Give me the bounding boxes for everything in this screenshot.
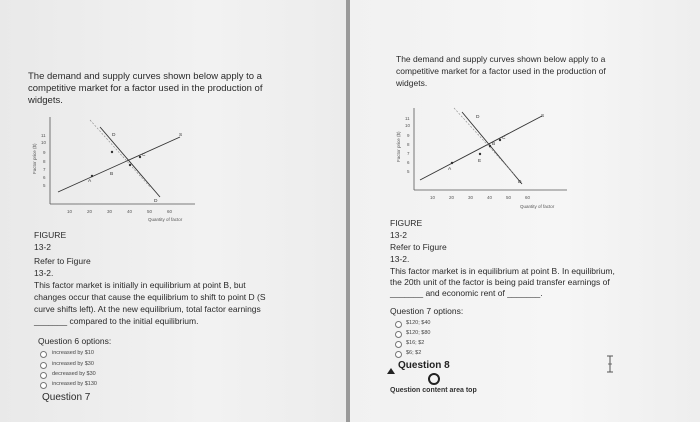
figure-label: FIGURE bbox=[390, 218, 423, 228]
y-tick: 11 bbox=[41, 133, 46, 138]
supply-curve bbox=[58, 137, 180, 192]
x-tick: 50 bbox=[506, 195, 512, 200]
content-area-label: Question content area top bbox=[390, 387, 477, 394]
radio-button[interactable] bbox=[40, 372, 47, 379]
intro-line-2: competitive market for a factor used in the production of bbox=[396, 66, 606, 76]
curve-label: S bbox=[179, 133, 183, 138]
next-question-heading: Question 7 bbox=[42, 392, 91, 403]
question-line-2: the 20th unit of the factor is being paid transfer earnings of bbox=[390, 277, 610, 287]
point-e bbox=[479, 153, 481, 155]
intro-line-1: The demand and supply curves shown below apply to a bbox=[28, 71, 262, 82]
figure-number: 13-2 bbox=[34, 242, 52, 252]
shifted-curve bbox=[90, 120, 150, 187]
point-b bbox=[129, 164, 131, 166]
curve-label: D bbox=[476, 115, 480, 120]
y-tick: 10 bbox=[405, 123, 411, 128]
supply-curve bbox=[420, 116, 542, 180]
x-axis-label: Quantity of factor bbox=[520, 204, 555, 209]
y-tick: 9 bbox=[43, 150, 46, 155]
option-label: decreased by $30 bbox=[52, 371, 96, 377]
curve-label: D bbox=[518, 180, 522, 185]
y-tick: 11 bbox=[405, 116, 410, 121]
options-title: Question 7 options: bbox=[390, 306, 464, 316]
question-line-4: _______ compared to the initial equilibrium. bbox=[34, 316, 199, 326]
figure-number: 13-2 bbox=[390, 230, 408, 240]
point-a bbox=[451, 162, 453, 164]
x-tick: 40 bbox=[487, 195, 493, 200]
radio-button[interactable] bbox=[395, 351, 402, 358]
point-label: A bbox=[448, 167, 452, 172]
radio-button[interactable] bbox=[40, 382, 47, 389]
y-axis-label: Factor price ($) bbox=[396, 131, 401, 162]
x-axis-label: Quantity of factor bbox=[148, 217, 183, 222]
factor-market-graph bbox=[392, 104, 572, 212]
option-label: increased by $130 bbox=[52, 381, 97, 387]
x-tick: 60 bbox=[167, 209, 173, 214]
point-a bbox=[91, 175, 93, 177]
radio-button[interactable] bbox=[395, 341, 402, 348]
right-photo-panel bbox=[350, 0, 700, 422]
option-label: increased by $30 bbox=[52, 361, 94, 367]
y-tick: 5 bbox=[43, 183, 46, 188]
intro-line-2: competitive market for a factor used in the production of bbox=[28, 83, 263, 94]
left-photo-panel bbox=[0, 0, 346, 422]
collapse-triangle-icon[interactable] bbox=[387, 362, 395, 380]
question-line-3: curve shifts left). At the new equilibrium, total factor earnings bbox=[34, 304, 261, 314]
x-tick: 30 bbox=[468, 195, 474, 200]
y-tick: 7 bbox=[43, 167, 46, 172]
y-tick: 6 bbox=[407, 160, 410, 165]
x-tick: 30 bbox=[107, 209, 113, 214]
curve-label: D bbox=[112, 133, 116, 138]
point-label: B bbox=[492, 142, 496, 147]
x-tick: 20 bbox=[87, 209, 93, 214]
text-cursor-icon bbox=[605, 355, 615, 378]
option-label: increased by $10 bbox=[52, 350, 94, 356]
point-b bbox=[489, 145, 491, 147]
radio-button[interactable] bbox=[395, 331, 402, 338]
options-title: Question 6 options: bbox=[38, 336, 112, 346]
y-tick: 8 bbox=[407, 142, 410, 147]
radio-button[interactable] bbox=[40, 351, 47, 358]
point-c bbox=[499, 139, 501, 141]
question-line-3: _______ and economic rent of _______. bbox=[390, 288, 543, 298]
y-tick: 8 bbox=[43, 159, 46, 164]
question-line-1: This factor market is in equilibrium at point B. In equilibrium, bbox=[390, 266, 615, 276]
y-axis-label: Factor price ($) bbox=[32, 143, 37, 174]
point-c bbox=[139, 156, 141, 158]
radio-button[interactable] bbox=[395, 321, 402, 328]
intro-line-1: The demand and supply curves shown below apply to a bbox=[396, 54, 606, 64]
x-tick: 10 bbox=[430, 195, 436, 200]
option-label: $16; $2 bbox=[406, 340, 425, 346]
y-tick: 6 bbox=[43, 175, 46, 180]
x-tick: 60 bbox=[525, 195, 531, 200]
intro-line-3: widgets. bbox=[28, 95, 63, 106]
question-line-2: changes occur that cause the equilibrium to shift to point D (S bbox=[34, 292, 266, 302]
refer-link[interactable]: Refer to Figure bbox=[390, 242, 447, 252]
x-tick: 40 bbox=[127, 209, 133, 214]
curve-label: D bbox=[154, 199, 158, 204]
option-label: $120; $80 bbox=[406, 330, 431, 336]
option-label: $6; $2 bbox=[406, 350, 422, 356]
x-tick: 10 bbox=[67, 209, 73, 214]
refer-number: 13-2. bbox=[390, 254, 410, 264]
curve-label: S bbox=[541, 114, 545, 119]
figure-label: FIGURE bbox=[34, 230, 67, 240]
point-d bbox=[111, 151, 113, 153]
point-label: A bbox=[88, 179, 92, 184]
circle-icon bbox=[428, 373, 440, 385]
radio-button[interactable] bbox=[40, 362, 47, 369]
intro-line-3: widgets. bbox=[396, 78, 428, 88]
refer-number: 13-2. bbox=[34, 268, 54, 278]
point-label: B bbox=[110, 172, 114, 177]
x-tick: 20 bbox=[449, 195, 455, 200]
factor-market-graph bbox=[30, 112, 200, 224]
point-label: C bbox=[142, 153, 146, 158]
y-tick: 5 bbox=[407, 169, 410, 174]
next-question-heading[interactable]: Question 8 bbox=[398, 360, 450, 371]
option-label: $120; $40 bbox=[406, 320, 431, 326]
point-label: E bbox=[478, 159, 482, 164]
x-tick: 50 bbox=[147, 209, 153, 214]
y-tick: 10 bbox=[41, 140, 47, 145]
question-line-1: This factor market is initially in equilibrium at point B, but bbox=[34, 280, 246, 290]
y-tick: 7 bbox=[407, 151, 410, 156]
y-tick: 9 bbox=[407, 133, 410, 138]
refer-link[interactable]: Refer to Figure bbox=[34, 256, 91, 266]
demand-curve bbox=[100, 127, 160, 197]
point-label: C bbox=[502, 136, 506, 141]
